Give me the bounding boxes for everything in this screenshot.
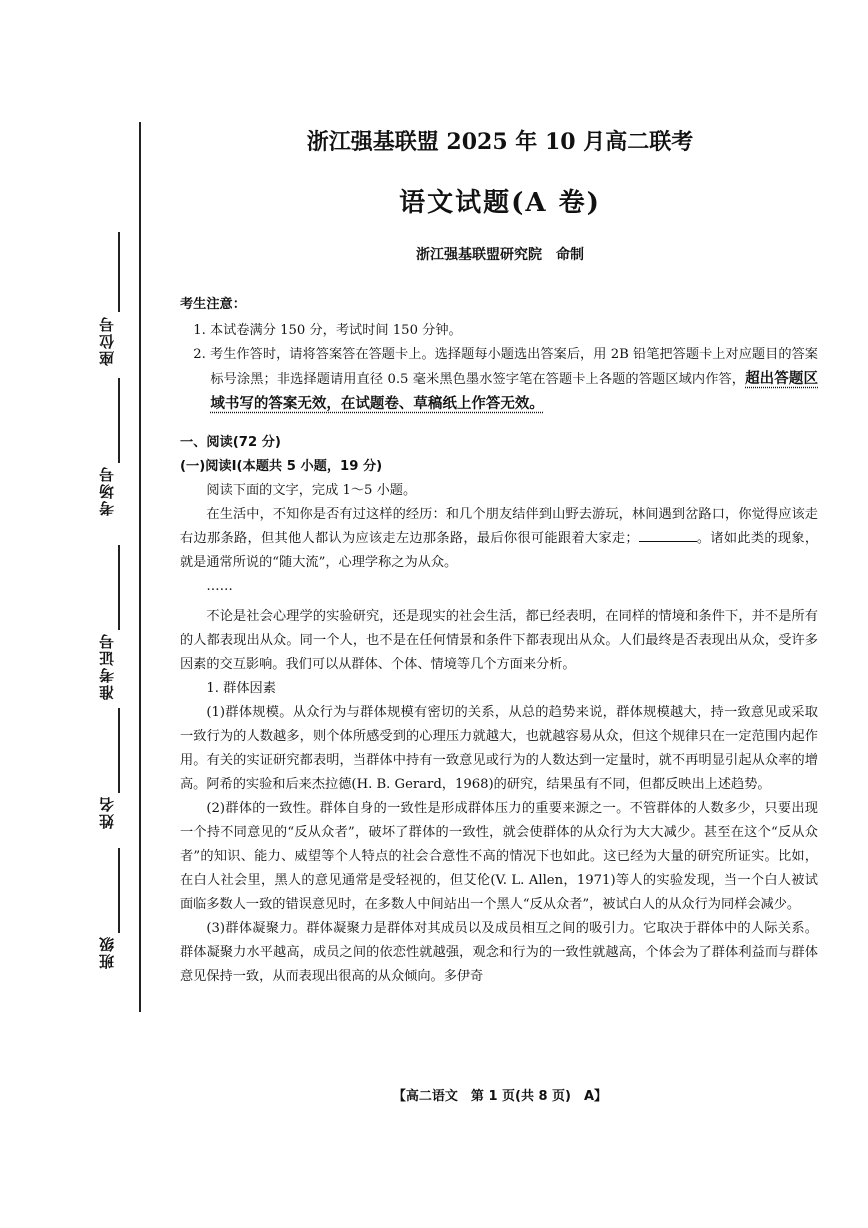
- note-item-2-text: 2. 考生作答时，请将答案答在答题卡上。选择题每小题选出答案后，用 2B 铅笔把答题卡上对应题目的答案标号涂黑；非选择题请用直径 0.5 毫米黑色墨水签字笔在答题卡上各题的答题区域内作答，: [193, 347, 818, 387]
- name-label: 姓名: [98, 795, 116, 829]
- exam-room-field[interactable]: [118, 378, 120, 463]
- seat-number-field[interactable]: [118, 232, 120, 312]
- section-heading: 一、阅读(72 分): [180, 435, 281, 450]
- passage-subheading-1: 1. 群体因素: [206, 681, 276, 696]
- note-item-2-emphasis: 超出答题区域书写的答案无效，在试题卷、草稿纸上作答无效。: [210, 371, 819, 412]
- exam-content: [180, 293, 818, 989]
- seat-number-label: 座位号: [98, 315, 116, 366]
- subsection-heading: (一)阅读Ⅰ(本题共 5 小题，19 分): [180, 459, 383, 474]
- notes-heading: 考生注意：: [180, 297, 246, 312]
- exam-title: 浙江强基联盟 2025 年 10 月高二联考: [306, 129, 694, 155]
- class-label: 班级: [98, 935, 116, 969]
- fill-blank[interactable]: [639, 529, 697, 542]
- passage-paragraph-3: (1)群体规模。从众行为与群体规模有密切的关系，从总的趋势来说，群体规模越大，持一致意见或采取一致行为的人数越多，则个体所感受到的心理压力就越大，也就越容易从众，但这个规律只在一定范围内起作用。有关的实证研究都表明，当群体中持有一致意见或行为的人数达到一定量时，就不再明显引起从众率的增高。阿希的实验和后来杰拉德(H. B. Gerard，1968)的研究，结果虽有不同，但都反映出上述趋势。: [180, 705, 818, 792]
- passage-paragraph-1: [180, 503, 818, 575]
- passage-paragraph-2: 不论是社会心理学的实验研究，还是现实的社会生活，都已经表明，在同样的情境和条件下，并不是所有的人都表现出从众。同一个人，也不是在任何情景和条件下都表现出从众。人们最终是否表现出从众，受许多因素的交互影响。我们可以从群体、个体、情境等几个方面来分析。: [180, 609, 818, 672]
- exam-organizer: 浙江强基联盟研究院 命制: [416, 247, 584, 263]
- passage-paragraph-1-tail: 。诸如此类的现象，就是通常所说的“随大流”，心理学称之为从众。: [180, 531, 819, 570]
- exam-room-label: 考场号: [98, 465, 116, 516]
- binding-margin-line: [139, 122, 141, 1012]
- name-field[interactable]: [118, 708, 120, 793]
- reading-instruction: 阅读下面的文字，完成 1～5 小题。: [206, 483, 417, 498]
- exam-subtitle: 语文试题(A 卷): [399, 188, 601, 218]
- passage-paragraph-1-text: 在生活中，不知你是否有过这样的经历：和几个朋友结伴到山野去游玩，林间遇到岔路口，你觉得应该走右边那条路，但其他人都认为应该走左边那条路，最后你很可能跟着大家走；: [180, 507, 818, 546]
- class-field[interactable]: [118, 848, 120, 933]
- ticket-number-field[interactable]: [118, 545, 120, 630]
- passage-ellipsis: ……: [206, 579, 233, 594]
- note-item-1: 1. 本试卷满分 150 分，考试时间 150 分钟。: [193, 323, 462, 338]
- passage-paragraph-4: (2)群体的一致性。群体自身的一致性是形成群体压力的重要来源之一。不管群体的人数多少，只要出现一个持不同意见的“反从众者”，破坏了群体的一致性，就会使群体的从众行为大大减少。甚至在这个“反从众者”的知识、能力、威望等个人特点的社会合意性不高的情况下也如此。这已经为大量的研究所证实。比如，在白人社会里，黑人的意见通常是受轻视的，但艾伦(V. L. Allen，1971)等人的实验发现，当一个白人被试面临多数人一致的错误意见时，在多数人中间站出一个黑人“反从众者”，被试白人的从众行为同样会减少。: [180, 801, 818, 912]
- page-footer: 【高二语文 第 1 页(共 8 页) A】: [392, 1089, 608, 1104]
- note-item-2: [180, 343, 818, 417]
- passage-paragraph-5: (3)群体凝聚力。群体凝聚力是群体对其成员以及成员相互之间的吸引力。它取决于群体中的人际关系。群体凝聚力水平越高，成员之间的依恋性就越强，观念和行为的一致性就越高，个体会为了群体利益而与群体意见保持一致，从而表现出很高的从众倾向。多伊奇: [180, 921, 818, 984]
- ticket-number-label: 准考证号: [98, 632, 116, 700]
